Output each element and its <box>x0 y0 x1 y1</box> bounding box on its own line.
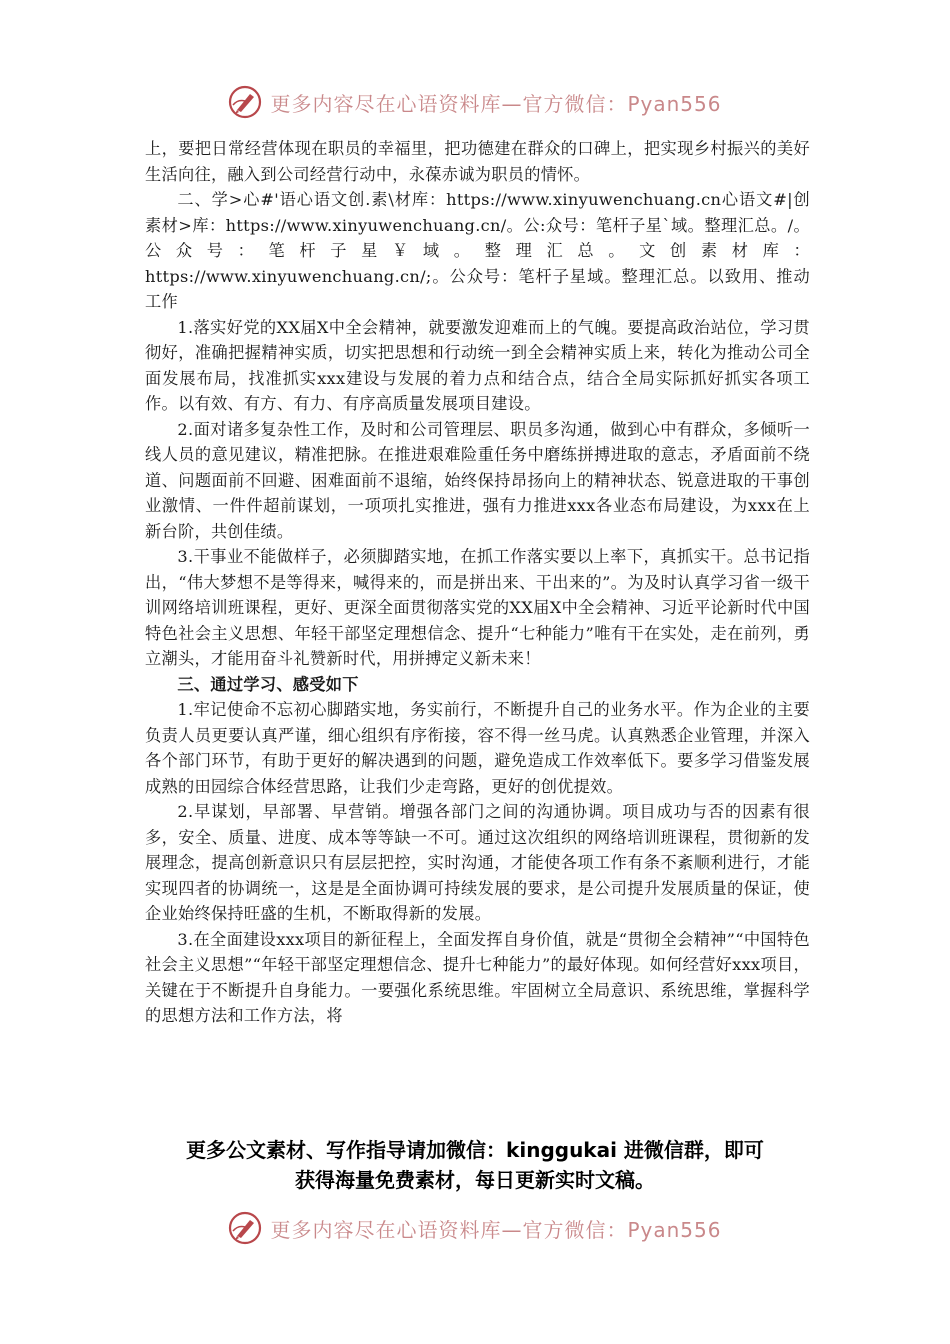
cta-line-2: 获得海量免费素材，每日更新实时文稿。 <box>295 1168 655 1192</box>
paragraph-continuation: 上，要把日常经营体现在职员的幸福里，把功德建在群众的口碑上，把实现乡村振兴的美好生活向往，融入到公司经营行动中，永葆赤诚为职员的情怀。 <box>145 139 810 184</box>
pen-logo-icon <box>228 85 262 119</box>
document-body <box>145 136 810 1029</box>
paragraph: 2.早谋划，早部署、早营销。增强各部门之间的沟通协调。项目成功与否的因素有很多，安全、质量、进度、成本等等缺一不可。通过这次组织的网络培训班课程，贯彻新的发展理念，提高创新意识只有层层把控，实时沟通，才能使各项工作有条不紊顺利进行，才能实现四者的协调统一，这是是全面协调可持续发展的要求，是公司提升发展质量的保证，使企业始终保持旺盛的生机，不断取得新的发展。 <box>145 802 810 923</box>
paragraph: 1.落实好党的XX届X中全会精神，就要激发迎难而上的气魄。要提高政治站位，学习贯彻好，准确把握精神实质，切实把思想和行动统一到全会精神实质上来，转化为推动公司全面发展布局，找准抓实xxx建设与发展的着力点和结合点，结合全局实际抓好抓实各项工作。以有效、有方、有力、有序高质量发展项目建设。 <box>145 317 810 413</box>
section-heading-3: 三、通过学习、感受如下 <box>177 674 359 694</box>
pen-logo-icon <box>228 1211 262 1245</box>
section-heading-2: 二、学>心#'语心语文创.素\材库：https://www.xinyuwenchuang.cn心语文#|创素材>库：https://www.xinyuwenchuang.cn/。公:众号：笔杆子星`域。整理汇总。/。公众号：笔杆子星￥域。整理汇总。文创素材库：https://www.xinyuwenchuang.cn/;。公众号：笔杆子星域。整理汇总。以致用、推动工作 <box>145 190 810 311</box>
header-banner <box>0 80 950 124</box>
paragraph: 1.牢记使命不忘初心脚踏实地，务实前行，不断提升自己的业务水平。作为企业的主要负责人员更要认真严谨，细心组织有序衔接，容不得一丝马虎。认真熟悉企业管理，并深入各个部门环节，有助于更好的解决遇到的问题，避免造成工作效率低下。要多学习借鉴发展成熟的田园综合体经营思路，让我们少走弯路，更好的创优提效。 <box>145 700 810 796</box>
cta-line-1: 更多公文素材、写作指导请加微信：kinggukai 进微信群，即可 <box>186 1138 764 1162</box>
paragraph: 2.面对诸多复杂性工作，及时和公司管理层、职员多沟通，做到心中有群众，多倾听一线人员的意见建议，精准把脉。在推进艰难险重任务中磨练拼搏进取的意志，矛盾面前不绕道、问题面前不回避、困难面前不退缩，始终保持昂扬向上的精神状态、锐意进取的干事创业激情、一件件超前谋划，一项项扎实推进，强有力推进xxx各业态布局建设，为xxx在上新台阶，共创佳绩。 <box>145 419 810 541</box>
header-banner-text: 更多内容尽在心语资料库—官方微信：Pyan556 <box>270 91 722 116</box>
cta-notice <box>100 1135 850 1195</box>
paragraph: 3.干事业不能做样子，必须脚踏实地，在抓工作落实要以上率下，真抓实干。总书记指出，“伟大梦想不是等得来，喊得来的，而是拼出来、干出来的”。为及时认真学习省一级干训网络培训班课程，更好、更深全面贯彻落实党的XX届X中全会精神、习近平论新时代中国特色社会主义思想、年轻干部坚定理想信念、提升“七种能力”唯有干在实处，走在前列，勇立潮头，才能用奋斗礼赞新时代，用拼搏定义新未来！ <box>145 547 810 668</box>
footer-banner <box>0 1206 950 1250</box>
paragraph: 3.在全面建设xxx项目的新征程上，全面发挥自身价值，就是“贯彻全会精神”“中国特色社会主义思想”“年轻干部坚定理想信念、提升七种能力”的最好体现。如何经营好xxx项目，关键在于不断提升自身能力。一要强化系统思维。牢固树立全局意识、系统思维，掌握科学的思想方法和工作方法，将 <box>145 929 810 1025</box>
footer-banner-text: 更多内容尽在心语资料库—官方微信：Pyan556 <box>270 1217 722 1242</box>
